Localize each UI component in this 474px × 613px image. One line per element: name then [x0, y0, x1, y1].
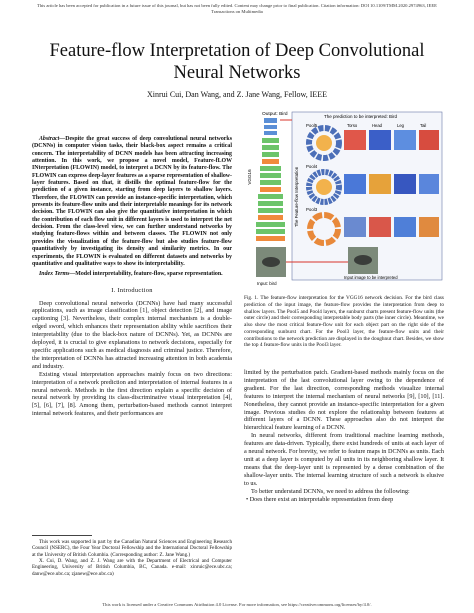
right-paragraph-3: To better understand DCNNs, we need to address the following:: [251, 487, 410, 495]
index-terms: [32, 271, 232, 278]
conv-block: [258, 208, 283, 213]
panel-bird-shape: [354, 255, 372, 265]
part-head: Head: [372, 123, 383, 128]
sunburst-pool5-inner: [316, 135, 332, 151]
heatmap: [394, 130, 416, 150]
footnote-funding: This work was supported in part by the Canadian Natural Sciences and Engineering Research Council (NSERC), the Four Year Doctoral Fellowship and the International Doctoral Fellowship at the University of British Columbia. (Corresponding author: Z. Jane Wang.): [32, 539, 232, 558]
conv-block: [262, 138, 279, 143]
pool-block: [258, 215, 283, 220]
license-footer: This work is licensed under a Creative Commons Attribution 4.0 License. For more information, see https://creativecommons.org/licenses/by/4.0/.: [102, 602, 372, 607]
abstract-label: Abstract: [39, 136, 60, 142]
caption-text: Fig. 1. The feature-flow interpretation for the VGG16 network decision. For the bird class prediction of the input image, the feature-flow provides the interpretation from deep to shallow layers. The Pool5 and Pool4 layers, the sunburst charts present feature-flow units (the outer circle) and their corresponding interpretable body parts (the inner circle). Meantime, we also show the most critical feature-flow unit for each object part on the right side of the corresponding sunburst chart. For the Pool3 layer, the feature-flow units and their contributions to the network prediction are displayed in the doughnut chart. Besides, we show the top 4 feature-flow units in the Pool3 layer.: [244, 295, 444, 349]
input-bird-shape: [262, 257, 280, 267]
abstract-text: —Despite the great success of deep convolutional neural networks (DCNNs) in computer vision tasks, their black-box aspect remains a critical concern. The interpretability of DCNN models has been attracting increasing attention. In this work, we propose a novel model, Feature-fLOW INterpretation (FLOWIN) model, to interpret a DCNN by its feature-flow. The FLOWIN can express deep-layer features as a sparse representation of shallow-layer features. Based on that, it distills the optimal feature-flow for the prediction of a given instance, starting from deep layers to shallow layers. Therefore, the FLOWIN can provide an instance-specific interpretation, which presents its feature-flow units and their interpretable meanings for its network decision. The FLOWIN can also give the quantitative interpretation in which the contribution of each flow unit in different layers is used to interpret the net decision. From the class-level view, we can further understand networks by studying feature-flows within and between classes. The FLOWIN not only provides the visualization of the feature-flow but also studies feature-flow quantitatively by investigating its density and similarity metrics. In our experiments, the FLOWIN is evaluated on different datasets and networks by quantitative and qualitative ways to show its interpretability.: [32, 136, 232, 267]
right-paragraph-1: limited by the perturbation patch. Gradient-based methods mainly focus on the interpretation of the last convolutional layer owing to the dependence of gradient. For the last direction, corresponding methods visualize internal features to interpret the internal mechanism of neural networks [9], [10], [11]. Nonetheless, they cannot provide an instance-specific interpretation for a given image. Previous studies do not explore the relationship between features at different layers of a DCNN. These approaches also do not interpret the hierarchical feature learning of a DCNN.: [244, 369, 444, 432]
journal-banner: [0, 3, 474, 15]
pool4-label: Pool4: [306, 164, 318, 169]
top-unit: [419, 217, 439, 237]
figure-1: [244, 107, 444, 292]
index-terms-text: —Model interpretability, feature-flow, sparse representation.: [69, 271, 223, 278]
part-tail: Tail: [420, 123, 427, 128]
pool5-label: Pool5: [306, 123, 318, 128]
heatmap: [419, 130, 439, 150]
intro-paragraph-1: Deep convolutional neural networks (DCNNs) have had many successful applications, such as image classification [1], object detection [2], and image captioning [3]. Nevertheless, their complex internal mechanism is a double-edged sword, which enhances their representation ability while sacrifices their interpretability (due to the black-box nature of DCNNs). Yet, as DCNNs are deployed, it is crucial to give explanations to network decisions, especially for specific applications such as medical diagnosis and criminal justice. Therefore, the interpretation of DCNNs has attracted increasing attention in both academia and industry.: [32, 299, 232, 370]
fc-block: [264, 131, 277, 135]
pool-block: [260, 187, 281, 192]
index-terms-label: Index Terms: [39, 271, 70, 278]
conv-block: [256, 222, 285, 227]
conv-block: [260, 173, 281, 178]
figure-caption: [244, 295, 444, 349]
fc-block: [264, 118, 277, 123]
heatmap: [344, 174, 366, 194]
right-paragraph-2: In neural networks, different from traditional machine learning methods, features are data-driven. Typically, there exist hundreds of units at each layer of a neural network. For brevity, we refer to feature maps in DCNNs as units. Each unit at a deep layer is computed by all units in its neighboring shallow layer. It means that the deep-layer unit is represented by a dense combination of the shallow-layer units. The internal learning structure of such a network is elusive to us.: [244, 432, 444, 487]
author-line: Xinrui Cui, Dan Wang, and Z. Jane Wang, Fellow, IEEE: [146, 90, 328, 99]
footnotes: [32, 539, 232, 577]
sunburst-pool4-inner: [316, 179, 332, 195]
feature-flow-diagram: [244, 107, 444, 292]
part-leg: Leg: [397, 123, 404, 128]
network-stack: [256, 118, 285, 241]
top-unit: [369, 217, 391, 237]
heatmap: [369, 174, 391, 194]
prediction-label: The prediction to be interpreted: Bird: [324, 114, 398, 119]
heatmap: [419, 174, 439, 194]
footnote-affiliation: X. Cui, D. Wang, and Z. J. Wang are with the Department of Electrical and Computer Engineering, University of British Columbia, BC, Canada. e-mail: xinruic@ece.ubc.ca; danw@ece.ubc.ca; zjanew@ece.ubc.ca): [32, 558, 232, 577]
top-unit: [394, 217, 416, 237]
input-label: Input: bird: [257, 281, 277, 286]
conv-block: [260, 166, 281, 171]
conv-block: [262, 152, 279, 157]
heatmap: [344, 130, 366, 150]
conv-block: [258, 201, 283, 206]
conv-block: [262, 145, 279, 150]
title-line-2: Neural Networks: [173, 63, 301, 83]
left-column: [32, 136, 232, 418]
network-label: VGG16: [247, 169, 252, 185]
conv-block: [256, 229, 285, 234]
banner-line-2: Transactions on Multimedia: [211, 9, 263, 14]
paper-title: [0, 40, 474, 84]
heatmap: [394, 174, 416, 194]
top-unit: [344, 217, 366, 237]
heatmap: [369, 130, 391, 150]
flow-label: The Feature-flow Interpretation: [294, 166, 299, 228]
part-torso: Torso: [347, 123, 358, 128]
title-line-1: Feature-flow Interpretation of Deep Convolutional: [49, 41, 425, 61]
conv-block: [260, 180, 281, 185]
banner-line-1: This article has been accepted for publication in a future issue of this journal, but has not been fully edited. Content may change prior to final publication. Citation information: DOI 10.1109/TMM.2020.2974963, IEEE: [37, 3, 437, 8]
pool3-label: Pool3: [306, 207, 318, 212]
pool-block: [256, 236, 285, 241]
bullet-text: Does there exist an interpretable representation from deep: [249, 495, 394, 503]
section-heading-introduction: I. Introduction: [111, 286, 153, 294]
bullet-item: • Does there exist an interpretable representation from deep: [246, 495, 394, 503]
conv-block: [258, 194, 283, 199]
output-label: Output: Bird: [262, 112, 288, 117]
abstract: [32, 136, 232, 268]
pool-block: [262, 159, 279, 164]
footnote-rule: [32, 535, 92, 536]
fc-block: [264, 125, 277, 129]
input-caption: Input image to be interpreted: [344, 275, 398, 280]
intro-paragraph-2: Existing visual interpretation approaches mainly focus on two directions: interpretation of a network prediction and interpretation of internal features in a neural network. Methods in the first direction explain a specific decision of neural network by providing its class-discriminative visual interpretation [4], [5], [6], [7], [8]. Among them, perturbation-based methods cannot interpret internal network features, and their performances are: [32, 370, 232, 418]
right-column: [244, 369, 444, 503]
